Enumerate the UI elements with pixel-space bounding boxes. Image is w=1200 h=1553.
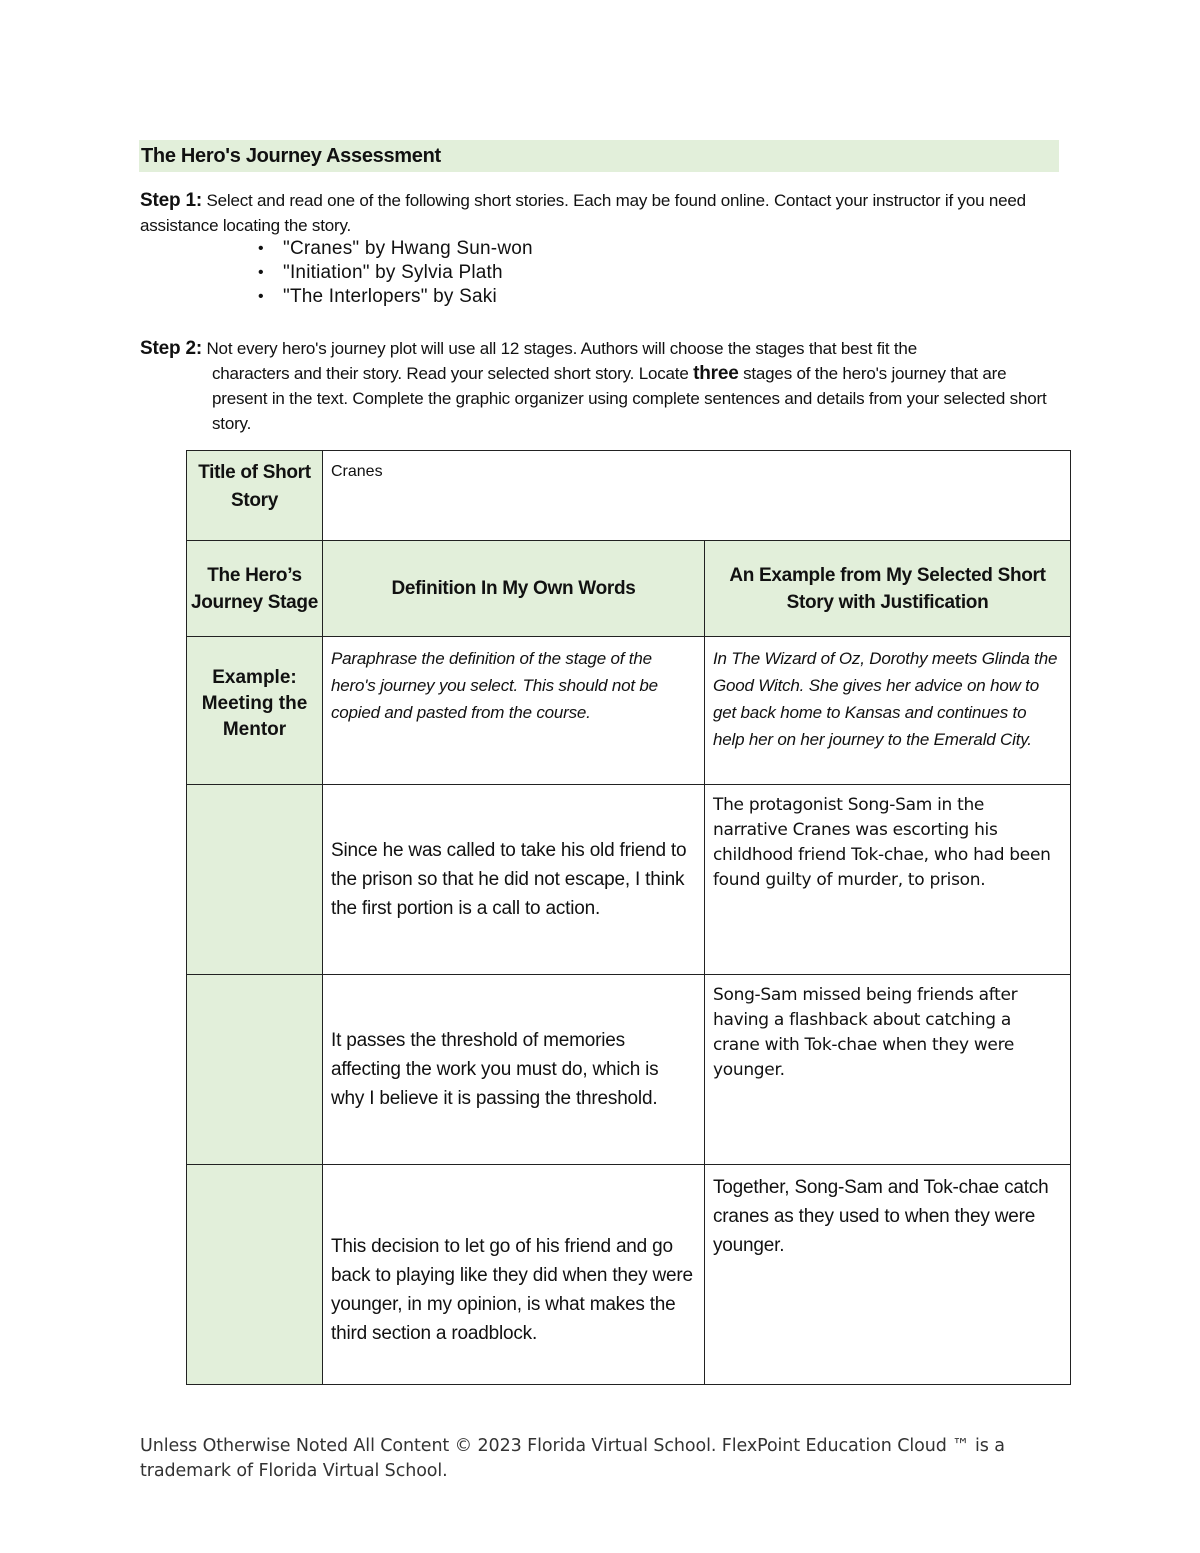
definition-cell[interactable]: This decision to let go of his friend and go back to playing like they did when they were younger, in my opinion, is what makes the third section a roadblock. — [323, 1165, 705, 1385]
story-item: • "Cranes" by Hwang Sun-won — [258, 237, 533, 261]
step2-text-part1: characters and their story. Read your selected short story. Locate — [212, 364, 694, 383]
step2-instructions — [140, 336, 1060, 436]
header-example: An Example from My Selected Short Story with Justification — [705, 541, 1071, 637]
step1-label: Step 1: — [140, 190, 202, 211]
document-title: The Hero's Journey Assessment — [139, 140, 1059, 172]
stage-cell[interactable] — [187, 785, 323, 975]
step2-emphasis: three — [693, 363, 739, 384]
step1-instructions — [140, 188, 1060, 238]
stage-row-3 — [187, 1165, 1071, 1385]
copyright-footer: Unless Otherwise Noted All Content © 2023 Florida Virtual School. FlexPoint Education Cloud ™ is a trademark of Florida Virtual School. — [140, 1436, 1005, 1481]
justification-cell[interactable]: The protagonist Song-Sam in the narrative Cranes was escorting his childhood friend Tok-chae, who had been found guilty of murder, to prison. — [705, 785, 1071, 975]
example-stage-cell: Example: Meeting the Mentor — [187, 637, 323, 785]
justification-cell[interactable]: Song-Sam missed being friends after having a flashback about catching a crane with Tok-chae when they were younger. — [705, 975, 1071, 1165]
graphic-organizer — [186, 450, 1071, 1385]
title-label-cell: Title of Short Story — [187, 451, 323, 541]
example-justification-cell: In The Wizard of Oz, Dorothy meets Glinda the Good Witch. She gives her advice on how to get back home to Kansas and continues to help her on her journey to the Emerald City. — [705, 637, 1071, 785]
step1-text: Select and read one of the following short stories. Each may be found online. Contact your instructor if you need assistance locating the story. — [140, 191, 1026, 235]
step2-text-line1: Not every hero's journey plot will use all 12 stages. Authors will choose the stages that best fit the — [206, 339, 917, 358]
story-item: • "Initiation" by Sylvia Plath — [258, 261, 533, 285]
stage-row-1 — [187, 785, 1071, 975]
header-row — [187, 541, 1071, 637]
definition-cell[interactable]: It passes the threshold of memories affecting the work you must do, which is why I believe it is passing the threshold. — [323, 975, 705, 1165]
justification-cell[interactable]: Together, Song-Sam and Tok-chae catch cranes as they used to when they were younger. — [705, 1165, 1071, 1385]
header-stage: The Hero’s Journey Stage — [187, 541, 323, 637]
example-row — [187, 637, 1071, 785]
title-value-cell[interactable]: Cranes — [323, 451, 1071, 541]
header-definition: Definition In My Own Words — [323, 541, 705, 637]
stage-row-2 — [187, 975, 1071, 1165]
story-list — [258, 237, 533, 309]
stage-cell[interactable] — [187, 1165, 323, 1385]
step2-text-part2: stages of the hero's journey that are present in the text. Complete the graphic organizer using complete sentences and details from your selected short story. — [212, 364, 1047, 433]
step2-label: Step 2: — [140, 338, 202, 359]
example-definition-cell: Paraphrase the definition of the stage of the hero's journey you select. This should not be copied and pasted from the course. — [323, 637, 705, 785]
title-row — [187, 451, 1071, 541]
stage-cell[interactable] — [187, 975, 323, 1165]
story-item: • "The Interlopers" by Saki — [258, 285, 533, 309]
definition-cell[interactable]: Since he was called to take his old friend to the prison so that he did not escape, I think the first portion is a call to action. — [323, 785, 705, 975]
step2-text-rest — [140, 361, 1060, 436]
